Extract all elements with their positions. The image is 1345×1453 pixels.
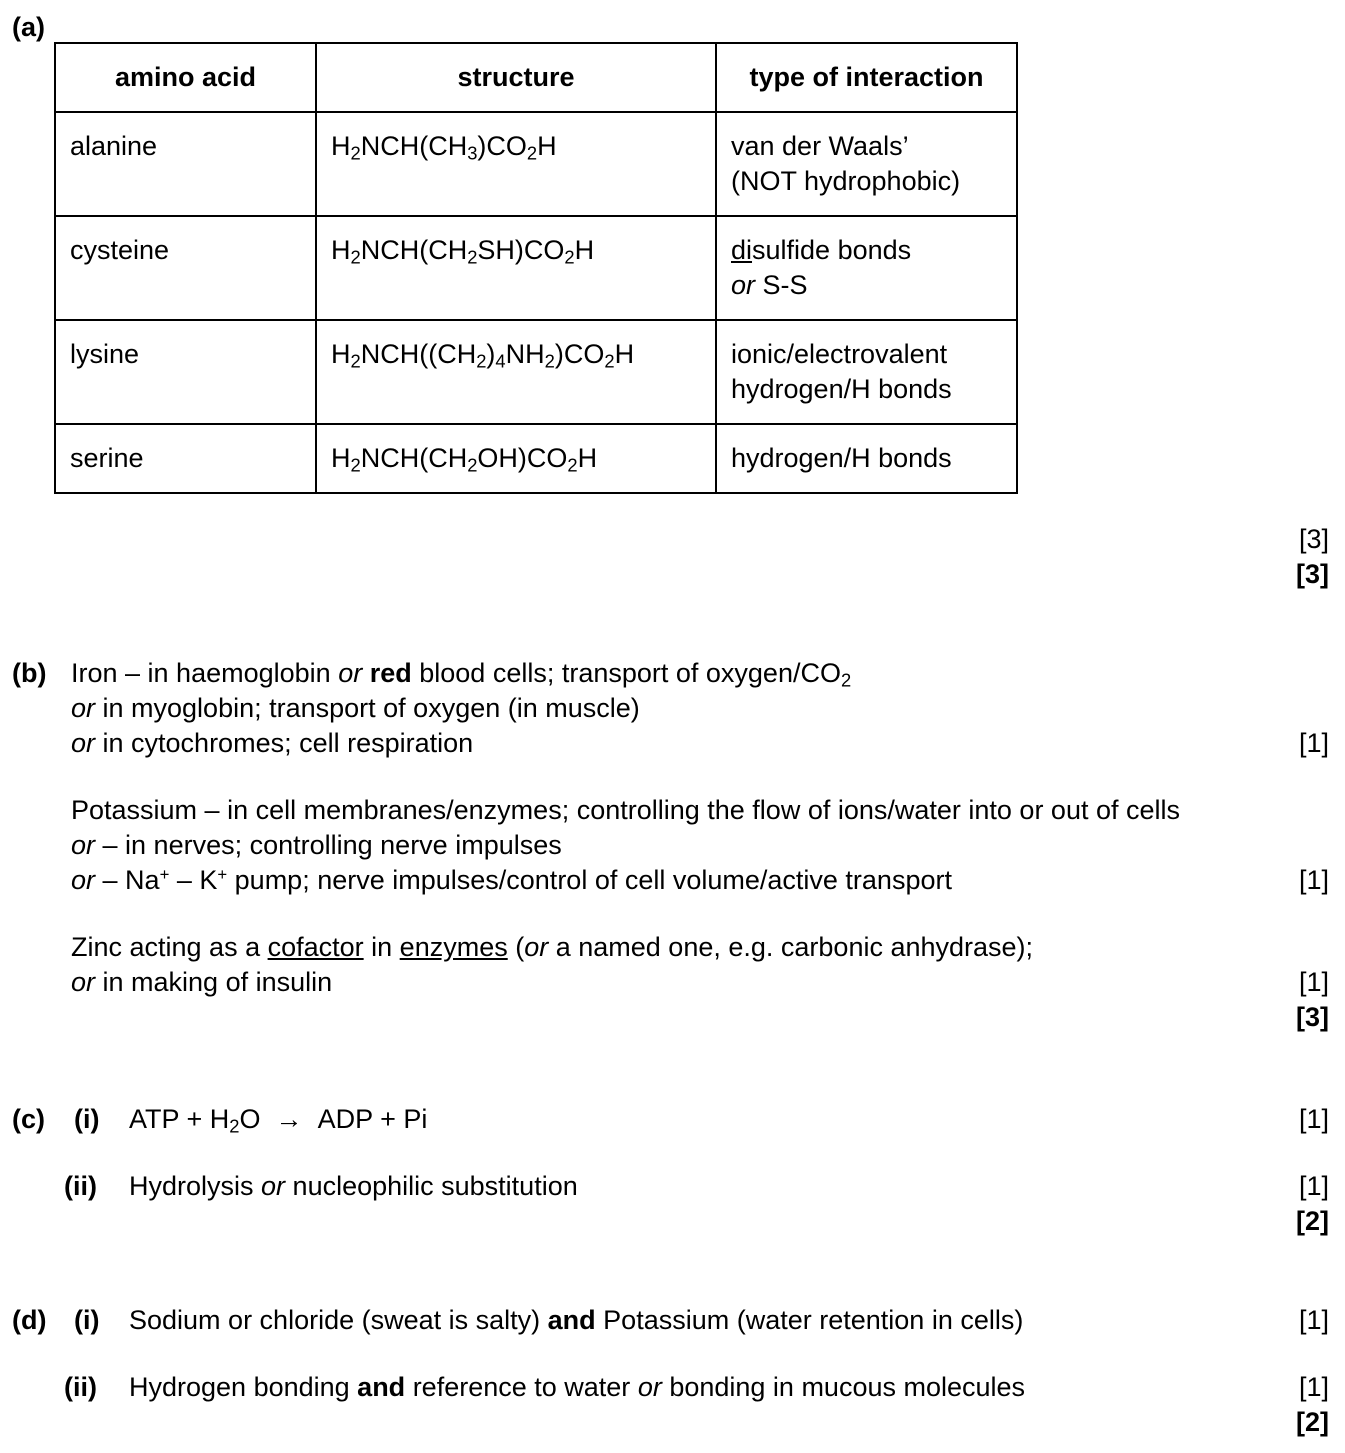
part-d-i-text: Sodium or chloride (sweat is salty) and Potassium (water retention in cells) [129, 1305, 1024, 1335]
part-c-total: [2] [1296, 1206, 1329, 1236]
zinc-line-1: Zinc acting as a cofactor in enzymes (or a named one, e.g. carbonic anhydrase); [71, 932, 1034, 962]
part-a-mark: [3] [1298, 524, 1329, 554]
part-d-ii-label: (ii) [64, 1372, 97, 1402]
zinc-line-2: or in making of insulin [71, 967, 333, 997]
amino-acid-cell: serine [55, 424, 316, 493]
part-d-label: (d) [12, 1305, 47, 1335]
part-d-i-label: (i) [74, 1305, 100, 1335]
table-row [55, 112, 1017, 216]
potassium-line-2: or – in nerves; controlling nerve impulses [71, 830, 562, 860]
reaction-arrow-icon: → [275, 1104, 303, 1134]
table-header-row [55, 43, 1017, 112]
amino-acid-table [54, 42, 1018, 494]
table-row [55, 424, 1017, 493]
iron-line-3: or in cytochromes; cell respiration [71, 728, 474, 758]
part-c-ii-mark: [1] [1298, 1171, 1329, 1201]
interaction-cell: disulfide bonds or S-S [716, 216, 1017, 320]
part-b-total: [3] [1296, 1002, 1329, 1032]
structure-cell: $H_2NCH(CH_2SH)CO_2H$ [316, 216, 716, 320]
column-header: structure [316, 43, 716, 112]
atp-equation: ATP + $H_2O$ → ADP + Pi [129, 1104, 428, 1137]
column-header: amino acid [55, 43, 316, 112]
part-b-label: (b) [12, 658, 47, 688]
iron-line-1: Iron – in haemoglobin or red blood cells; transport of oxygen/$CO_2$ [71, 658, 852, 691]
part-d-ii-mark: [1] [1298, 1372, 1329, 1402]
amino-acid-cell: alanine [55, 112, 316, 216]
part-c-ii-label: (ii) [64, 1171, 97, 1201]
potassium-mark: [1] [1298, 865, 1329, 895]
part-c-i-label: (i) [74, 1104, 100, 1134]
potassium-line-3: or – Na+ – K+ pump; nerve impulses/control of cell volume/active transport [71, 864, 952, 895]
part-a-label: (a) [12, 12, 45, 42]
column-header: type of interaction [716, 43, 1017, 112]
part-a-total: [3] [1296, 559, 1329, 589]
iron-mark: [1] [1298, 728, 1329, 758]
part-d-i-mark: [1] [1298, 1305, 1329, 1335]
amino-acid-cell: cysteine [55, 216, 316, 320]
structure-cell: $H_2NCH((CH_2)_4NH_2)CO_2H$ [316, 320, 716, 424]
part-d-ii-text: Hydrogen bonding and reference to water or bonding in mucous molecules [129, 1372, 1026, 1402]
part-c-label: (c) [12, 1104, 45, 1134]
interaction-cell: van der Waals’ (NOT hydrophobic) [716, 112, 1017, 216]
zinc-mark: [1] [1298, 967, 1329, 997]
amino-acid-cell: lysine [55, 320, 316, 424]
interaction-cell: hydrogen/H bonds [716, 424, 1017, 493]
part-d-total: [2] [1296, 1407, 1329, 1437]
iron-line-2: or in myoglobin; transport of oxygen (in muscle) [71, 693, 640, 723]
structure-cell: $H_2NCH(CH_2OH)CO_2H$ [316, 424, 716, 493]
table-row [55, 216, 1017, 320]
part-c-ii-text: Hydrolysis or nucleophilic substitution [129, 1171, 578, 1201]
interaction-cell: ionic/electrovalent hydrogen/H bonds [716, 320, 1017, 424]
structure-cell: $H_2NCH(CH_3)CO_2H$ [316, 112, 716, 216]
part-c-i-mark: [1] [1298, 1104, 1329, 1134]
table-row [55, 320, 1017, 424]
potassium-line-1: Potassium – in cell membranes/enzymes; controlling the flow of ions/water into or out of cells [71, 795, 1181, 825]
